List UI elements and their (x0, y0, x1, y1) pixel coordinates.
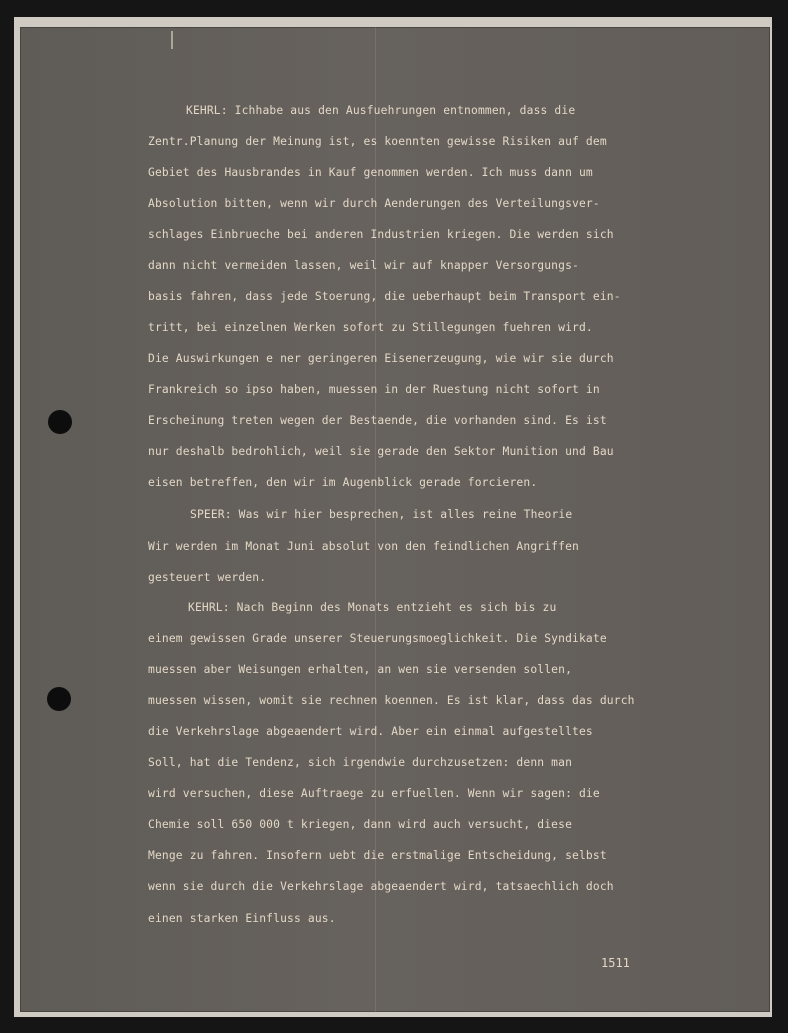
punch-hole-lower (47, 687, 71, 711)
text-line: nur deshalb bedrohlich, weil sie gerade den Sektor Munition und Bau (148, 445, 614, 458)
text-line: dann nicht vermeiden lassen, weil wir auf knapper Versorgungs- (148, 259, 579, 272)
text-line: Erscheinung treten wegen der Bestaende, die vorhanden sind. Es ist (148, 414, 607, 427)
text-line: eisen betreffen, den wir im Augenblick gerade forcieren. (148, 476, 538, 489)
page-number: 1511 (601, 956, 630, 970)
text-line: Die Auswirkungen e ner geringeren Eisenerzeugung, wie wir sie durch (148, 352, 614, 365)
text-line: schlages Einbrueche bei anderen Industrien kriegen. Die werden sich (148, 228, 614, 241)
text-line: KEHRL: Nach Beginn des Monats entzieht es sich bis zu (188, 601, 557, 614)
text-line: Menge zu fahren. Insofern uebt die erstmalige Entscheidung, selbst (148, 849, 607, 862)
text-line: KEHRL: Ichhabe aus den Ausfuehrungen entnommen, dass die (186, 104, 576, 117)
text-line: Zentr.Planung der Meinung ist, es koennten gewisse Risiken auf dem (148, 135, 607, 148)
text-line: wird versuchen, diese Auftraege zu erfuellen. Wenn wir sagen: die (148, 787, 600, 800)
text-line: tritt, bei einzelnen Werken sofort zu Stillegungen fuehren wird. (148, 321, 593, 334)
document-body (148, 102, 728, 925)
text-line: Frankreich so ipso haben, muessen in der Ruestung nicht sofort in (148, 383, 600, 396)
text-line: muessen aber Weisungen erhalten, an wen sie versenden sollen, (148, 663, 573, 676)
text-line: die Verkehrslage abgeaendert wird. Aber ein einmal aufgestelltes (148, 725, 593, 738)
text-line: Soll, hat die Tendenz, sich irgendwie durchzusetzen: denn man (148, 756, 573, 769)
text-line: gesteuert werden. (148, 571, 267, 584)
text-line: einen starken Einfluss aus. (148, 912, 336, 925)
text-line: Gebiet des Hausbrandes in Kauf genommen werden. Ich muss dann um (148, 166, 593, 179)
text-line: einem gewissen Grade unserer Steuerungsmoeglichkeit. Die Syndikate (148, 632, 607, 645)
text-line: Wir werden im Monat Juni absolut von den feindlichen Angriffen (148, 540, 579, 553)
punch-hole-upper (48, 410, 72, 434)
top-mark (171, 31, 173, 49)
text-line: wenn sie durch die Verkehrslage abgeaendert wird, tatsaechlich doch (148, 880, 614, 893)
text-line: Absolution bitten, wenn wir durch Aenderungen des Verteilungsver- (148, 197, 600, 210)
text-line: Chemie soll 650 000 t kriegen, dann wird auch versucht, diese (148, 818, 573, 831)
text-line: muessen wissen, womit sie rechnen koennen. Es ist klar, dass das durch (148, 694, 635, 707)
text-line: basis fahren, dass jede Stoerung, die ueberhaupt beim Transport ein- (148, 290, 621, 303)
text-line: SPEER: Was wir hier besprechen, ist alles reine Theorie (190, 508, 573, 521)
